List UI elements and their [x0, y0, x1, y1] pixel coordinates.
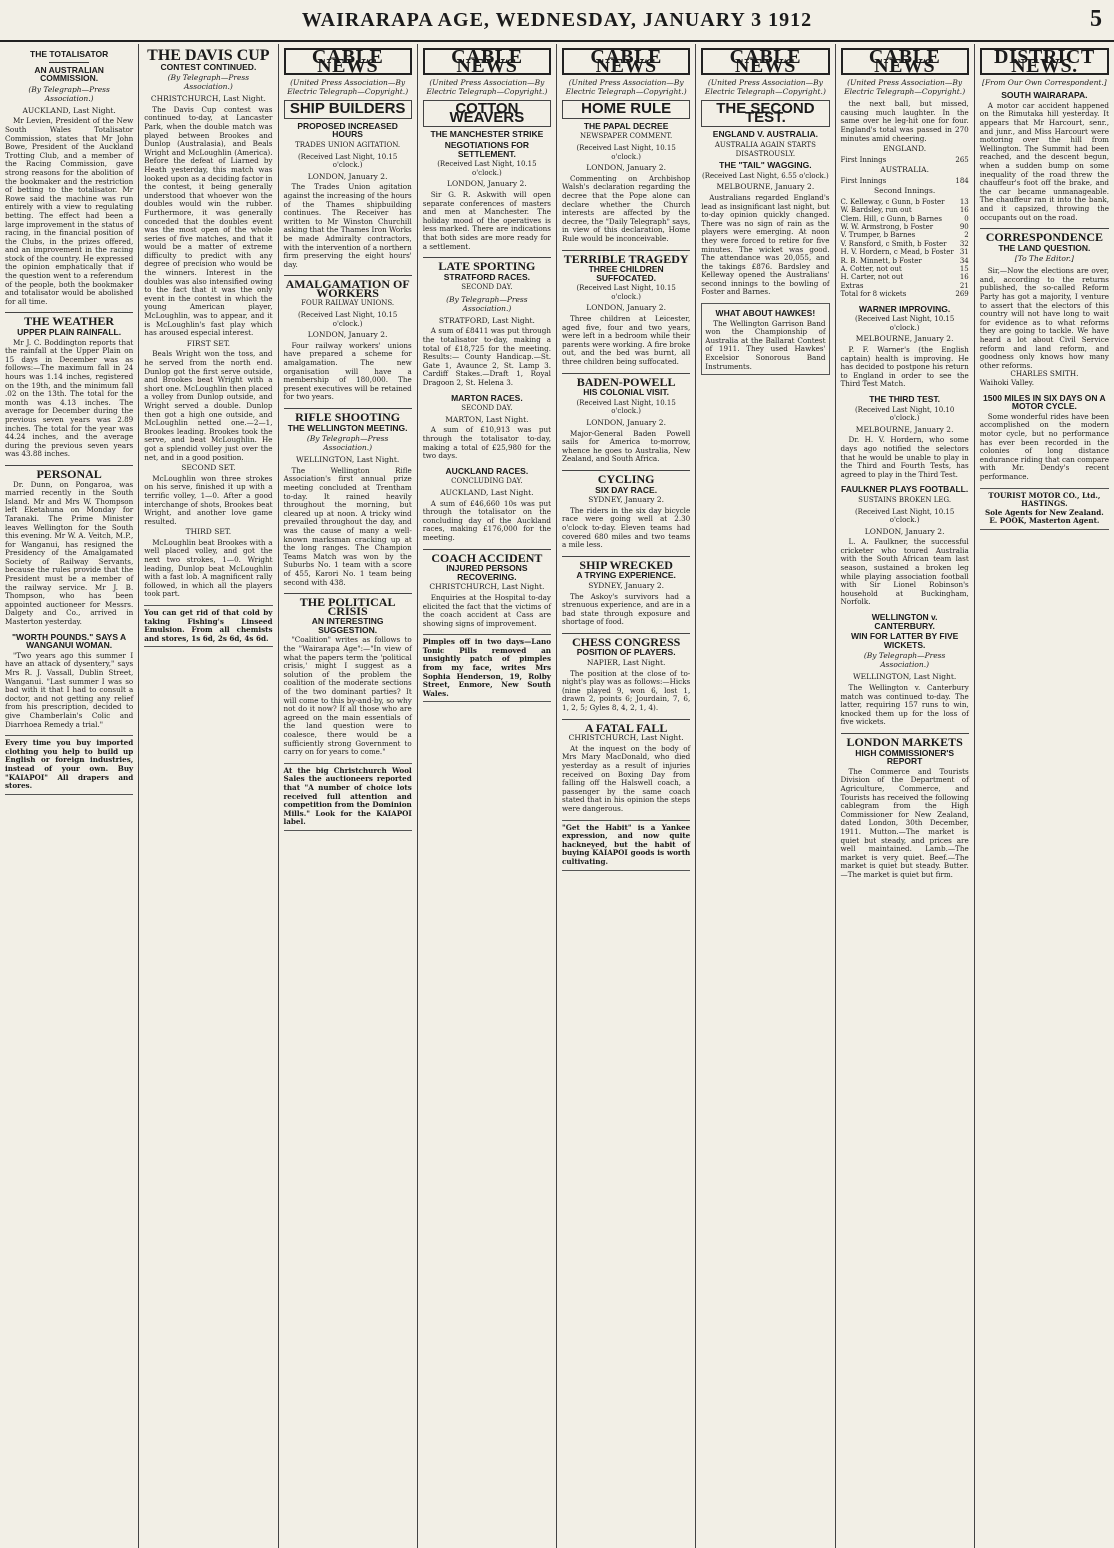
article-subheadline: THE MANCHESTER STRIKE — [430, 129, 544, 140]
table-row — [841, 240, 969, 248]
article-headline: LONDON MARKETS — [841, 733, 969, 747]
credit: (United Press Association—By Electric Telegraph—Copyright.) — [704, 78, 826, 97]
innings-heading: Second Innings. — [874, 186, 936, 196]
article-subheadline: AN INTERESTING SUGGESTION. — [311, 616, 384, 635]
article-warner — [841, 305, 969, 389]
article-headline: AMALGAMATION OF WORKERS — [284, 275, 412, 297]
dateline: MARTON, Last Night. — [445, 414, 529, 424]
table-row — [841, 223, 969, 231]
article-headline: 1500 MILES IN SIX DAYS ON A MOTOR CYCLE. — [983, 392, 1106, 412]
signature: CHARLES SMITH. — [1010, 369, 1079, 379]
ad-agent: E. POOK, Masterton Agent. — [989, 516, 1100, 526]
article-headline: "WORTH POUNDS." SAYS A WANGANUI WOMAN. — [12, 631, 127, 651]
article-body: The Wellington Garrison Band won the Championship of Australia at the Ballarat Contest of 1911. They used Hawkes' Excelsior Sonorous Band Instruments. — [705, 318, 826, 371]
article-coach-accident — [423, 549, 551, 629]
received-time: (Received Last Night, 6.55 o'clock.) — [701, 171, 829, 180]
credit: (United Press Association—By Electric Telegraph—Copyright.) — [426, 78, 548, 97]
table-row — [841, 198, 969, 206]
credit: (United Press Association—By Electric Telegraph—Copyright.) — [565, 78, 687, 97]
article-body: The Commerce and Tourists Division of the Department of Agriculture, Commerce, and Tourists has received the following cablegram from the High Commissioner for New Zealand, dated London, 30th December, 1911. Mutton.—The market is quiet but steady, and prices are well maintained. Lamb.—The market is very quiet. Beef.—The market is quiet but steady. Butter.—The market is quiet but firm. — [840, 766, 969, 879]
article-south-wairarapa — [980, 91, 1109, 222]
section-head: DISTRICT NEWS. — [980, 48, 1109, 75]
received-time: (Received Last Night, 10.15 o'clock.) — [854, 315, 955, 332]
dateline: WELLINGTON, Last Night. — [852, 672, 957, 682]
article-body: P. F. Warner's (the English captain) health is improving. He has decided to postpone his return to England in order to see the Third Test Match. — [840, 345, 969, 389]
credit: (By Telegraph—Press Association.) — [306, 434, 389, 453]
article-body: A sum of £10,913 was put through the totalisator to-day, making a total of £25,980 for the two days. — [422, 425, 551, 461]
article-political-crisis — [284, 593, 412, 757]
set-heading: THIRD SET. — [185, 527, 232, 537]
credit: (By Telegraph—Press Association.) — [863, 651, 946, 670]
score-value: 21 — [959, 281, 969, 290]
dateline: CHRISTCHURCH, Last Night. — [150, 94, 266, 104]
article-body: A sum of £46,660 10s was put through the totalisator on the concluding day of the Auckland races, making £176,000 for the meeting. — [422, 498, 551, 542]
article-subheadline: CONTEST CONTINUED. — [160, 61, 257, 72]
dateline: AUCKLAND, Last Night. — [440, 487, 534, 497]
article-weather — [5, 312, 133, 459]
article-marton-races — [423, 394, 551, 461]
article-baden-powell — [562, 373, 690, 464]
score-value: 34 — [959, 256, 969, 265]
article-rifle-shooting — [284, 408, 412, 587]
article-fatal-fall — [562, 719, 690, 814]
credit: [From Our Own Correspondent.] — [982, 78, 1107, 88]
score-label: W. W. Armstrong, b Foster — [840, 222, 934, 231]
article-faulkner — [841, 485, 969, 607]
article-headline: THE WEATHER — [5, 312, 133, 326]
article-headline: COTTON WEAVERS — [423, 100, 551, 127]
dateline: LONDON, January 2. — [864, 526, 945, 536]
score-label: First Innings — [840, 155, 887, 164]
kicker: THE TOTALISATOR — [30, 49, 109, 59]
dateline: WELLINGTON, Last Night. — [295, 455, 400, 465]
article-headline: CHESS CONGRESS — [562, 633, 690, 647]
column-5 — [557, 44, 696, 1548]
score-value: 265 — [955, 155, 969, 164]
article-body: Australians regarded England's lead as insignificant last night, but to-day opinion quickly changed. There was no sign of rain as the players were emerging. At noon they were forced to retire for five minutes. The wicket was good. The attendance was 20,055, and the takings £876. Bardsley and Kelleway opened the Australians' second innings to the bowling of Foster and Barnes. — [701, 192, 830, 297]
score-value: 269 — [955, 290, 969, 299]
article-headline: CYCLING — [562, 470, 690, 484]
article-body: At the inquest on the body of Mrs Mary MacDonald, who died yesterday as a result of injuries received on Boxing Day from falling off the Halswell coach, a passenger by the same coach stated that in his opinion the steps were dangerous. — [562, 743, 691, 813]
advertisement: Pimples off in two days—Lano Tonic Pills removed an unsightly patch of pimples from my face, writes Mrs Sophia Henderson, 19, Rolby Street, Enmore, New South Wales. — [423, 634, 551, 702]
article-subheadline: CONCLUDING DAY. — [451, 477, 523, 486]
received-time: (Received Last Night, 10.15 o'clock.) — [576, 143, 676, 161]
article-late-sporting — [423, 257, 551, 388]
received-time: (Received Last Night, 10.10 o'clock.) — [854, 405, 955, 423]
column-7 — [836, 44, 975, 1548]
advertisement: "Get the Habit" is a Yankee expression, and now quite hackneyed, but the habit of buying KAIAPOI goods is worth cultivating. — [562, 820, 690, 871]
section-head: CABLE NEWS — [423, 48, 551, 75]
article-amalgamation — [284, 275, 412, 402]
score-label: H. Carter, not out — [840, 273, 904, 282]
article-body: Enquiries at the Hospital to-day elicited the fact that the victims of the coach accident at Cass are showing signs of improvement. — [422, 592, 551, 628]
article-body: Mr J. C. Boddington reports that the rainfall at the Upper Plain on 15 days in December was as follows:—The maximum fall in 24 hours was 1.14 inches, registered on the 19th, and the minimum fall .02 on the 13th. The total for the month was 4.13 inches. The average for December during the previous seven years was 2.89 inches. The total for the year was 44.24 inches, and the average during the previous seven years was 43.88 inches. — [5, 337, 134, 459]
article-subheadline: UPPER PLAIN RAINFALL. — [17, 327, 122, 338]
credit: (United Press Association—By Electric Telegraph—Copyright.) — [287, 78, 409, 97]
article-body: The Askoy's survivors had a strenuous experience, and are in a bad state through exposure and shortage of food. — [562, 591, 691, 627]
masthead-title: WAIRARAPA AGE, WEDNESDAY, JANUARY 3 1912 — [301, 8, 813, 31]
score-table-england — [841, 156, 969, 164]
article-body: McLoughlin won three strokes on his serve, finished it up with a terrific volley, 1—0. After a good interchange of shots, Brookes beat Wright, and another love game resulted. — [144, 473, 273, 526]
addressee: [To The Editor.] — [1014, 254, 1074, 264]
score-value: 0 — [964, 214, 969, 223]
advertisement: You can get rid of that cold by taking Fishing's Linseed Emulsion. From all chemists and stores, 1s 6d, 2s 6d, 4s 6d. — [144, 605, 272, 647]
received-time: (Received Last Night, 10.15 o'clock.) — [297, 152, 398, 170]
article-london-markets — [841, 733, 969, 880]
page-number: 5 — [1090, 6, 1102, 32]
article-headline: SHIP WRECKED — [562, 556, 690, 570]
score-value: 16 — [959, 273, 969, 282]
ad-line: Sole Agents for New Zealand. — [985, 507, 1104, 517]
received-time: (Received Last Night, 10.15 o'clock.) — [576, 398, 676, 416]
section-head: CABLE NEWS — [562, 48, 690, 75]
article-body: "Two years ago this summer I have an attack of dysentery," says Mrs R. J. Vassall, Dublin Street, Wanganui. "Last summer I was so bad with it that I had to consult a doctor, and not getting any relief from his prescription, decided to give Chamberlain's Colic and Diarrhoea Remedy a trial." — [5, 650, 134, 729]
article-body: Some wonderful rides have been accomplished on the modern motor cycle, but no performance has ever been recorded in the colonies of long distance endurance riding that can compare with Mr. Dendy's recent performance. — [979, 411, 1109, 481]
score-value: 31 — [959, 248, 969, 257]
dateline: LONDON, January 2. — [447, 179, 527, 189]
article-subheadline: THE LAND QUESTION. — [998, 242, 1091, 253]
article-second-test — [701, 100, 829, 297]
columns — [0, 44, 1114, 1548]
advertisement — [980, 488, 1109, 530]
article-subheadline: WIN FOR LATTER BY FIVE WICKETS. — [850, 631, 959, 650]
article-headline: RIFLE SHOOTING — [284, 408, 412, 422]
credit: (United Press Association—By Electric Telegraph—Copyright.) — [844, 78, 966, 97]
column-6 — [696, 44, 835, 1548]
table-row — [841, 215, 969, 223]
article-subheadline: THREE CHILDREN SUFFOCATED. — [588, 264, 664, 283]
article-headline: AUCKLAND RACES. — [445, 465, 529, 476]
article-headline: WARNER IMPROVING. — [859, 303, 951, 314]
score-label: A. Cotter, not out — [840, 265, 902, 273]
signature-place: Waihoki Valley. — [979, 378, 1035, 387]
article-subheadline: HIGH COMMISSIONER'S REPORT — [855, 747, 955, 767]
article-body: Sir,—Now the elections are over, and, according to the returns published, the so-called Reform Party has got a majority, I venture to assert that the electors of this country will not have long to wait for evidence as to what reforms they are going to tackle. We have heard a lot about Civil Service reform and land reform, and goodness only knows how many other reforms. — [979, 266, 1109, 370]
article-auckland-races — [423, 467, 551, 543]
article-body: the next ball, but missed, causing much laughter. In the same over he leg-hit one for four. England's total was passed in 270 minutes amid cheering. — [840, 99, 969, 143]
section-head: CABLE NEWS — [841, 48, 969, 75]
ad-title: TOURIST MOTOR CO., Ltd., — [988, 490, 1101, 500]
article-subheadline: THE "TAIL" WAGGING. — [719, 160, 812, 171]
article-headline: THE SECOND TEST. — [701, 100, 829, 127]
article-subheadline: HIS COLONIAL VISIT. — [583, 387, 670, 398]
article-subheadline: THE PAPAL DECREE — [583, 120, 669, 131]
dateline: LONDON, January 2. — [586, 418, 666, 427]
team-heading: AUSTRALIA. — [880, 165, 929, 175]
article-subheadline: AUSTRALIA AGAIN STARTS DISASTROUSLY. — [714, 140, 816, 158]
article-headline: PERSONAL — [5, 465, 133, 479]
article-subheadline: TRADES UNION AGITATION. — [295, 140, 401, 149]
score-label: C. Kelleway, c Gunn, b Foster — [840, 197, 945, 206]
article-subheadline: SECOND DAY. — [461, 404, 513, 413]
table-row — [841, 282, 969, 290]
article-body: Four railway workers' unions have prepared a scheme for amalgamation. The new organisation will have a membership of 180,000. The present executives will be retained for two years. — [283, 340, 412, 402]
article-headline: FAULKNER PLAYS FOOTBALL. — [841, 484, 969, 495]
score-label: V. Ransford, c Smith, b Foster — [840, 239, 947, 248]
credit: (By Telegraph—Press Association.) — [446, 294, 528, 313]
score-label: First Innings — [840, 176, 887, 185]
table-row — [841, 265, 969, 273]
article-subheadline: STRATFORD RACES. — [443, 271, 530, 282]
score-label: Total for 8 wickets — [840, 290, 907, 299]
received-time: (Received Last Night, 10.15 o'clock.) — [854, 507, 955, 525]
score-label: W. Bardsley, run out — [840, 206, 912, 215]
article-headline: THE DAVIS CUP — [147, 47, 270, 64]
score-value: 2 — [964, 231, 969, 240]
article-headline: CORRESPONDENCE — [980, 228, 1109, 242]
table-row — [841, 248, 969, 256]
dateline: LONDON, January 2. — [307, 330, 388, 340]
article-subheadline: SIX DAY RACE. — [595, 484, 658, 495]
article-body: A sum of £8411 was put through the totalisator to-day, making a total of £18,725 for the meeting. Results:— County Handicap.—St. Gate 1, Avaunce 2, St. Lamp 3. Cardiff Stakes.—Draft 1, Royal Dragoon 2, St. Helena 3. — [422, 326, 551, 388]
score-table-australia-first — [841, 177, 969, 185]
dateline: NAPIER, Last Night. — [586, 658, 666, 668]
article-subheadline: NEGOTIATIONS FOR SETTLEMENT. — [444, 139, 530, 159]
article-headline: WELLINGTON v. CANTERBURY. — [871, 612, 938, 631]
article-body: McLoughlin beat Brookes with a well placed volley, and got the next two strokes, 1—0. Wright leading, Dunlop beat McLoughlin with a fast lob. A magnificent rally followed, in which all the players took part. — [144, 537, 273, 599]
dateline: MELBOURNE, January 2. — [855, 424, 954, 434]
article-body: Three children at Leicester, aged five, four and two years, were left in a bedroom while their parents were working. A fire broke out, and the bed was burnt, all three children being suffocated. — [562, 314, 691, 367]
dateline: AUCKLAND, Last Night. — [22, 105, 116, 115]
article-cycling — [562, 470, 690, 550]
article-body: The Trades Union agitation against the increasing of the hours of the Thames shipbuilding continues. The Receiver has written to Mr Winston Churchill asking that the Thames Iron Works be made Admiralty contractors, with the intervention of a northern firm preserving the eight hours' day. — [283, 182, 412, 269]
table-row — [841, 231, 969, 239]
received-time: (Received Last Night, 10.15 o'clock.) — [576, 284, 676, 301]
received-time: (Received Last Night, 10.15 o'clock.) — [437, 160, 537, 177]
score-label: Clem. Hill, c Gunn, b Barnes — [840, 214, 942, 223]
score-label: V. Trumper, b Barnes — [840, 231, 916, 240]
score-value: 13 — [959, 197, 969, 206]
article-terrible-tragedy — [562, 250, 690, 367]
table-row — [841, 206, 969, 214]
article-body: The Wellington Rifle Association's first annual prize meeting concluded at Trentham to-day. It rained heavily throughout the morning, but cleared up at noon. A tricky wind prevailed throughout the day, and was the cause of many a well-known marksman cracking up at the long ranges. The Champion Teams Match was won by the Suburbs No. 1 team with a score of 455, Karori No. 1 team being second with 438. — [283, 465, 412, 587]
article-chess-congress — [562, 633, 690, 713]
article-cotton-weavers — [423, 100, 551, 251]
article-headline: BADEN-POWELL — [562, 373, 690, 387]
article-body: L. A. Faulkner, the successful cricketer who toured Australia with the South African team last season, sustained a broken leg while playing association football with Sir Lionel Robinson's household at Buckingham, Norfolk. — [840, 537, 969, 607]
article-headline: TERRIBLE TRAGEDY — [563, 251, 689, 266]
article-headline: THE THIRD TEST. — [869, 393, 941, 404]
score-table-australia-second — [841, 198, 969, 299]
article-body: "Coalition" writes as follows to the "Wairarapa Age":—"In view of what the papers term the 'political crisis,' might I suggest as a solution of the problem the coalition of the moderate sections of the two dominant parties? It will come to this by-and-by, so why not do it now? If all those who are agreed on the main essentials of the land question were to coalesce, there would be a sufficiently strong Government to carry on for years to come." — [283, 635, 412, 757]
credit: (By Telegraph—Press Association.) — [28, 84, 110, 103]
article-subheadline: ENGLAND V. AUSTRALIA. — [712, 129, 818, 140]
article-personal — [5, 465, 133, 627]
dateline: CHRISTCHURCH, Last Night. — [429, 582, 545, 592]
article-worth-pounds — [5, 633, 133, 730]
article-body: Dr. Dunn, on Pongaroa, was married recently in the South Island. Mr and Mrs W. Thompson left Eketahuna on Monday for Taranaki. The Prime Minister leaves Wellington for the South this evening. Mr W. A. Veitch, M.P., for Wanganui, has resigned the Presidency of the Amalgamated Society of Railway Servants, because the rules provide that the President must be a member of the railway service. Mr J. B. Thompson, who has been appointed auctioneer for Messrs. Dalgety and Co., arrived in Masterton yesterday. — [5, 479, 134, 627]
column-8 — [975, 44, 1114, 1548]
dateline: SYDNEY, January 2. — [588, 495, 665, 505]
article-body: Beals Wright won the toss, and he served from the north end. Dunlop got the first serve outside, and Brookes beat Wright with a short one. McLoughlin then placed a volley from Dunlop outside, and Wright served a double. Dunlop then got a high one outside, and McLoughlin netted one.—2—1, Brookes leading. Brookes took the serve, and beat McLoughlin. He got a splendid volley just over the net, and in a good position. — [144, 349, 273, 462]
article-motor-cycle — [980, 394, 1109, 482]
article-body: The riders in the six day bicycle race were going well at 2.30 o'clock to-day. Eleven teams had covered 680 miles and two teams a mile less. — [562, 505, 691, 550]
received-time: (Received Last Night, 10.15 o'clock.) — [297, 311, 398, 328]
article-hawkes — [701, 303, 829, 375]
article-body: Major-General Baden Powell sails for America to-morrow, whence he goes to Australia, New Zealand, and South Africa. — [562, 428, 691, 464]
article-headline: SHIP BUILDERS — [284, 100, 412, 119]
article-ship-builders — [284, 100, 412, 269]
article-headline: THE POLITICAL CRISIS — [284, 593, 412, 615]
score-value: 32 — [959, 239, 969, 248]
article-headline: A FATAL FALL — [562, 719, 690, 733]
score-label: Extras — [840, 281, 864, 290]
article-home-rule — [562, 100, 690, 243]
article-ship-wrecked — [562, 556, 690, 627]
score-label: H. V. Hordern, c Mead, b Foster — [840, 248, 954, 257]
article-subheadline: PROPOSED INCREASED HOURS — [297, 120, 398, 140]
score-value: 184 — [955, 176, 969, 185]
article-subheadline: NEWSPAPER COMMENT. — [580, 132, 673, 141]
article-headline: LATE SPORTING — [423, 257, 551, 271]
article-subheadline: FOUR RAILWAY UNIONS. — [301, 299, 395, 308]
article-subheadline: SUSTAINS BROKEN LEG. — [858, 495, 952, 504]
article-body: Dr. H. V. Hordern, who some days ago notified the selectors that he would be unable to play in the Third and Fourth Tests, has agreed to play in the Third Test. — [840, 435, 969, 479]
column-2 — [139, 44, 278, 1548]
set-heading: SECOND SET. — [181, 463, 236, 473]
article-headline: AN AUSTRALIAN COMMISSION. — [34, 64, 104, 84]
masthead — [0, 0, 1114, 42]
article-headline: HOME RULE — [562, 100, 690, 119]
article-headline: SOUTH WAIRARAPA. — [1001, 90, 1088, 101]
table-row — [841, 257, 969, 265]
column-4 — [418, 44, 557, 1548]
dateline: SYDNEY, January 2. — [588, 580, 665, 590]
set-heading: FIRST SET. — [186, 338, 230, 348]
article-body: The position at the close of to-night's play was as follows:—Hicks (nine played 9, won 6, lost 1, drawn 2, points 6; Jourdain, 7, 6, 1, 2, 5; Gyles 8, 4, 2, 1, 4). — [562, 668, 691, 713]
dateline: MELBOURNE, January 2. — [716, 182, 815, 192]
dateline: STRATFORD, Last Night. — [438, 315, 535, 325]
advertisement: At the big Christchurch Wool Sales the auctioneers reported that "A number of choice lots received full attention and competition from the Dominion Mills." Look for the KAIAPOI label. — [284, 763, 412, 831]
credit: (By Telegraph—Press Association.) — [167, 73, 250, 92]
article-body: Sir G. R. Askwith will open separate conferences of masters and men at Manchester. The holiday mood of the operatives is less marked. There are indications that both sides are more ready for a settlement. — [422, 189, 551, 251]
article-headline: COACH ACCIDENT — [423, 549, 551, 563]
section-head: CABLE NEWS — [284, 48, 412, 75]
dateline: LONDON, January 2. — [586, 303, 666, 313]
table-row — [841, 177, 969, 185]
section-head: CABLE NEWS — [701, 48, 829, 75]
article-subheadline: THE WELLINGTON MEETING. — [287, 422, 408, 433]
score-value: 15 — [959, 265, 969, 273]
article-subheadline: POSITION OF PLAYERS. — [576, 647, 676, 658]
dateline: MELBOURNE, January 2. — [855, 334, 954, 344]
article-wellington-canterbury — [841, 613, 969, 727]
cricket-scorecard — [841, 145, 969, 298]
dateline: LONDON, January 2. — [307, 171, 388, 181]
score-value: 16 — [959, 206, 969, 215]
article-headline: WHAT ABOUT HAWKES! — [715, 308, 816, 319]
article-third-test — [841, 395, 969, 479]
score-value: 90 — [959, 222, 969, 231]
article-body: Mr Levien, President of the New South Wales Totalisator Commission, states that Mr John Bowe, President of the Auckland Trotting Club, and a member of the Racing Commission, gave strong reasons for the abolition of the bookmaker and the restriction of betting to the totalisator. Mr Rowe said the machine was run entirely with a view to regulating betting. The effect had been a large improvement in the status of racing, in the financial position of the Clubs, in the prizes offered, and an improvement in the racing stock of the country. He expressed the opinion emphatically that if the question went to a referendum of the people, both the bookmaker and totalisator would be abolished for all time. — [5, 116, 134, 306]
divider — [49, 62, 89, 63]
article-body: The Davis Cup contest was continued to-day, at Lancaster Park, when the double match was played between Brookes and Dunlop (Australasia), and Beals Wright and McLoughlin (America). Before the defeat of Liarned by Heath yesterday, this match was looked upon as a deciding factor in the contest, it being generally understood that whoever won the doubles would win the rubber. Furthermore, it was generally conceded that the doubles event was the most open of the whole series of five matches, and that it would be a matter of extreme difficulty to predict with any degree of precision who would be the winners. Interest in the doubles was also intensified owing to the fact that it was the only event in the contest in which the young American player, McLoughlin, was to appear, and it is McLoughlin's fast play which has aroused especial interest. — [144, 104, 273, 338]
article-body: Commenting on Archbishop Walsh's declaration regarding the decree that the Pope alone can declare whether the Church interests are affected by the decree, the "Daily Telegraph" says, in view of this declaration, Home Rule would be inconceivable. — [562, 173, 691, 243]
article-davis-cup — [144, 48, 272, 599]
article-subheadline: INJURED PERSONS RECOVERING. — [446, 563, 528, 582]
article-subheadline: A TRYING EXPERIENCE. — [576, 570, 676, 581]
advertisement: Every time you buy imported clothing you help to build up English or foreign industries, instead of your own. Buy "KAIAPOI" All drapers and stores. — [5, 735, 133, 795]
article-body: A motor car accident happened on the Rimutaka hill yesterday. It appears that Mr Harcourt, senr., and junr., and Miss Harcourt were motoring over the hill from Wellington. The Summit had been reached, and the descent begun, when a sudden bump on some inequality of the road threw the chauffeur's foot off the brake, and the car became unmanageable. The chauffeur ran it into the bank, and it capsized, throwing the occupants out on the road. — [979, 100, 1109, 222]
table-row — [841, 273, 969, 281]
column-3 — [279, 44, 418, 1548]
dateline: CHRISTCHURCH, Last Night. — [568, 733, 684, 743]
table-row — [841, 156, 969, 164]
article-headline: MARTON RACES. — [451, 392, 523, 403]
article-subheadline: SECOND DAY. — [461, 283, 513, 292]
article-correspondence — [980, 228, 1109, 388]
team-heading: ENGLAND. — [883, 144, 927, 154]
dateline: LONDON, January 2. — [586, 163, 666, 173]
table-row-total — [841, 290, 969, 298]
article-totalisator — [5, 50, 133, 306]
ad-place: HASTINGS. — [1021, 499, 1068, 509]
score-label: R. B. Minnett, b Foster — [840, 256, 922, 265]
column-1 — [0, 44, 139, 1548]
article-body: The Wellington v. Canterbury match was continued to-day. The latter, requiring 157 runs to win, knocked them up for the loss of five wickets. — [840, 683, 969, 727]
